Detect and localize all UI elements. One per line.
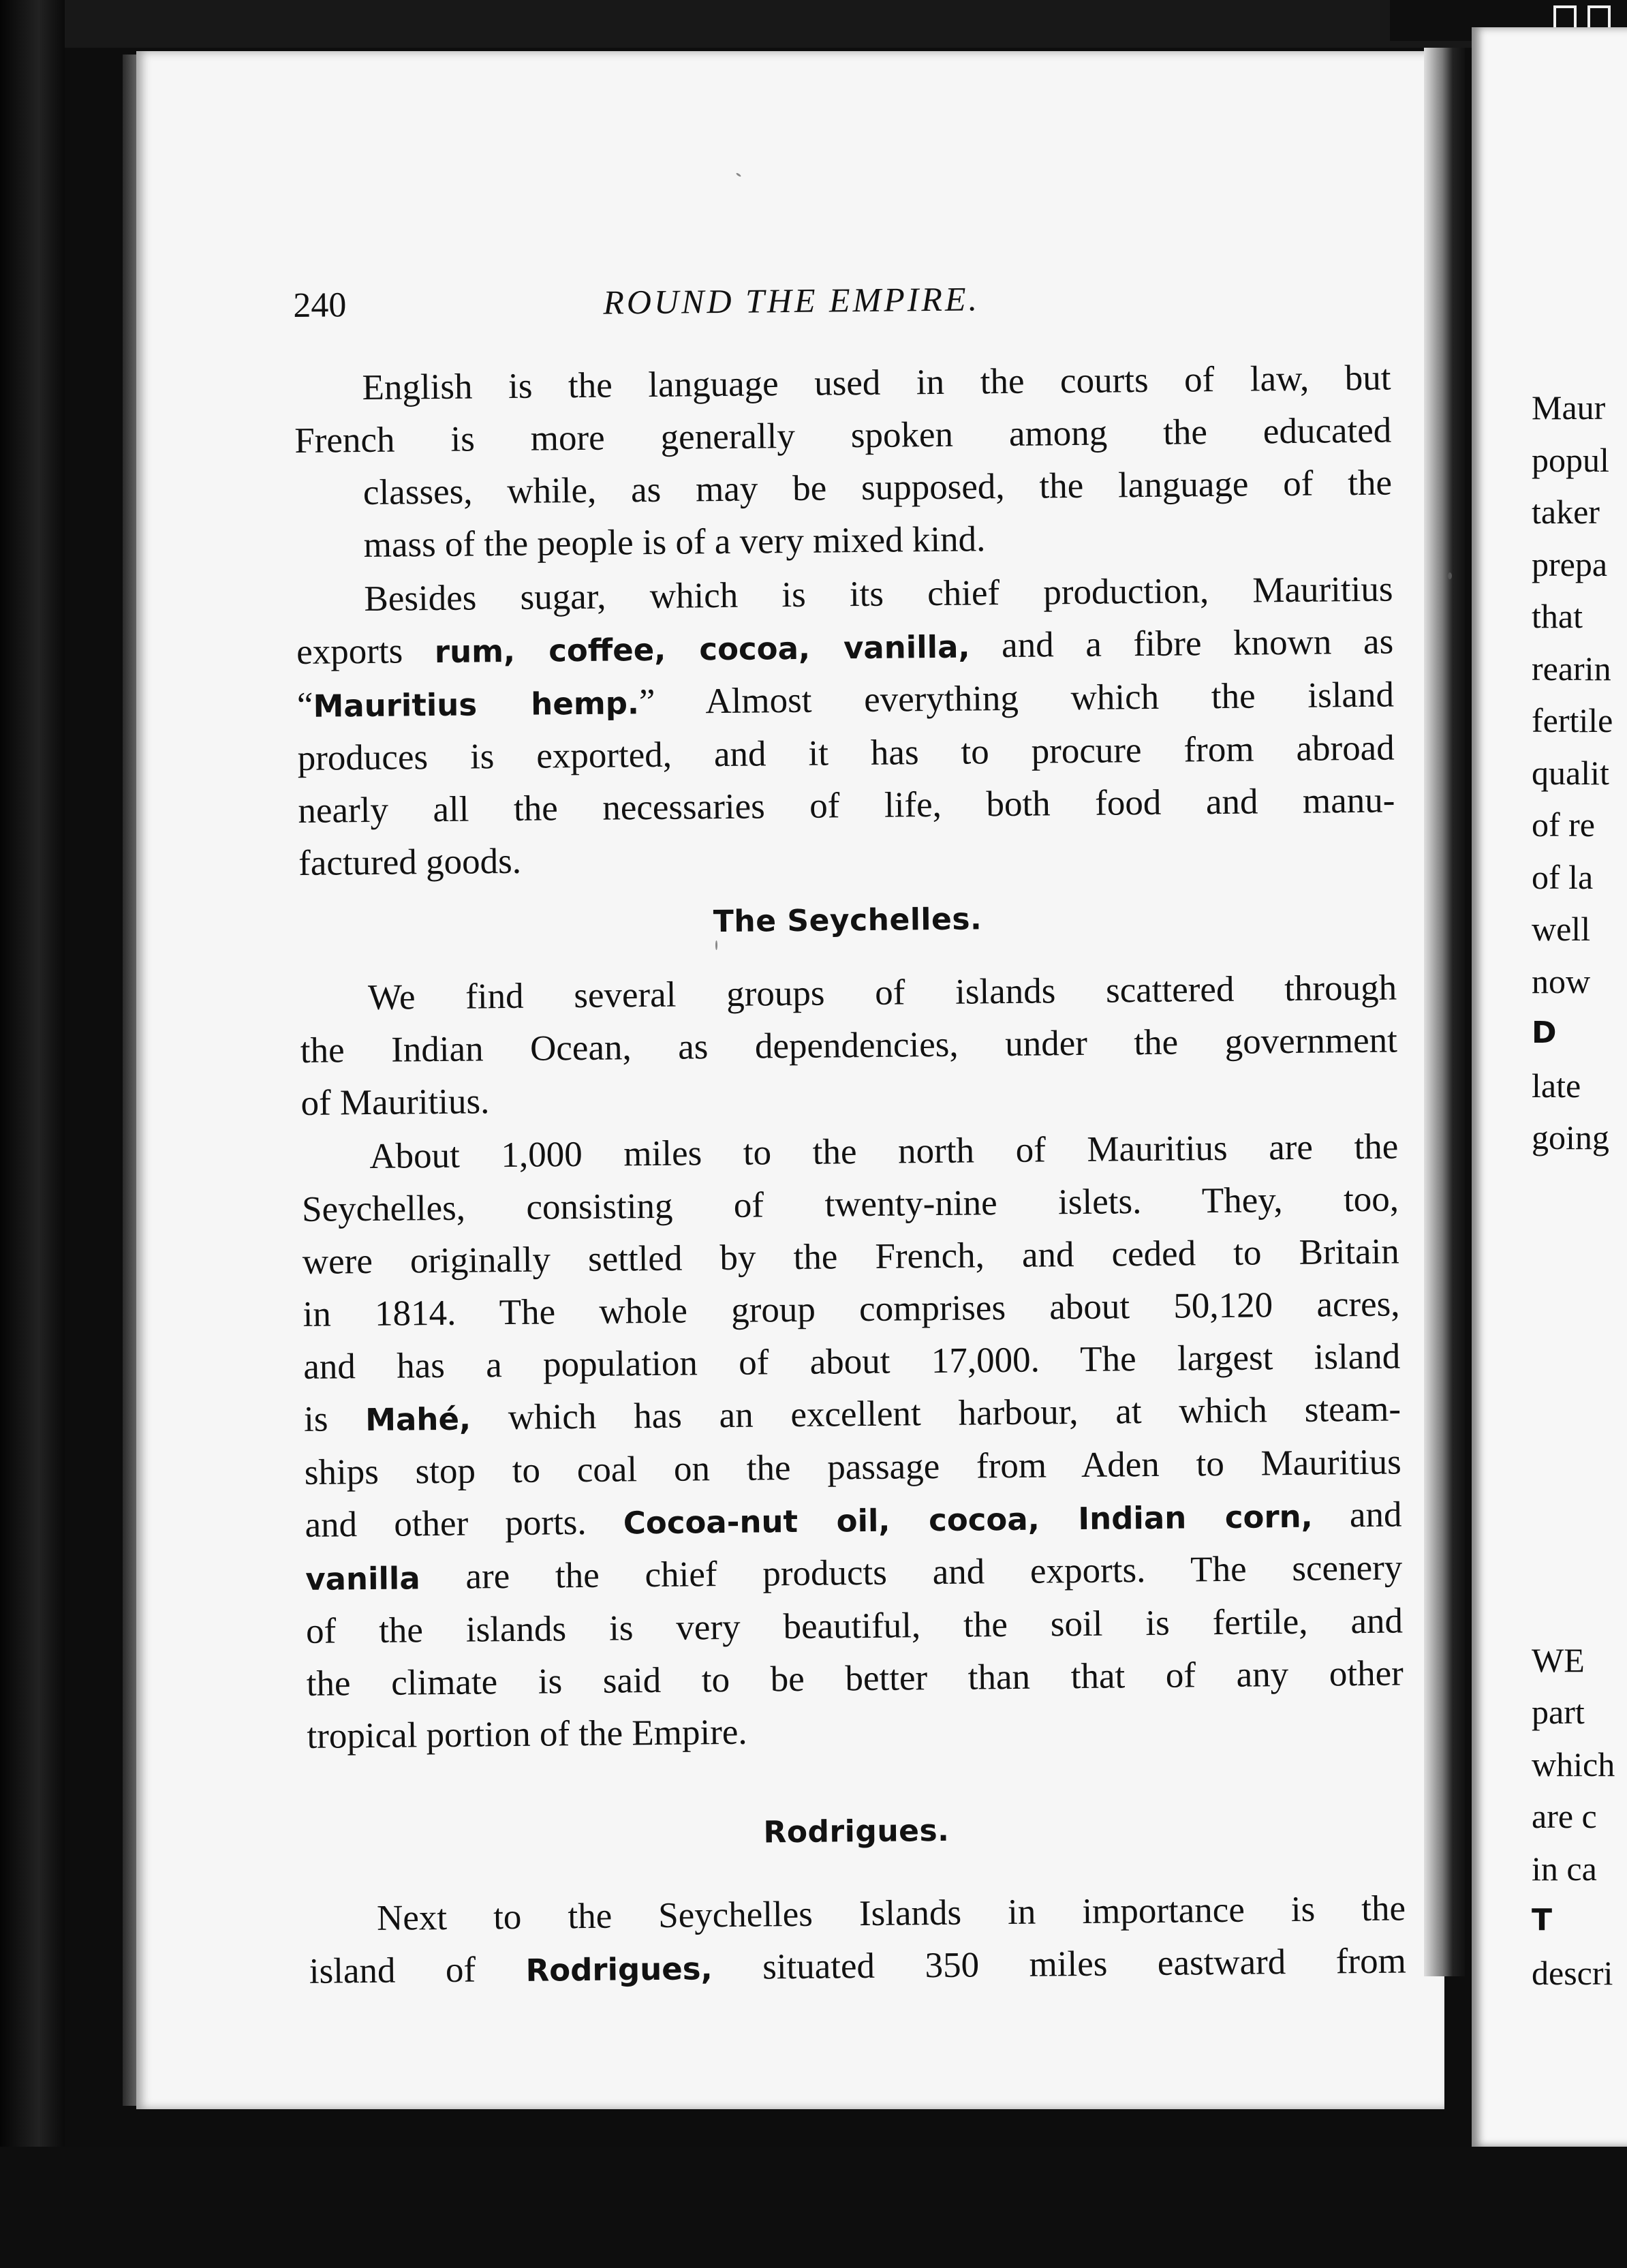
facing-line: now	[1532, 962, 1591, 1000]
text-line: Seychelles, consisting of twenty-nine islets. They, too,	[301, 1179, 1399, 1229]
text-run: situated 350 miles eastward from	[712, 1941, 1407, 1988]
text-run: which has an excellent harbour, at which steam-	[470, 1389, 1401, 1438]
running-head	[293, 269, 1391, 327]
heading-rodrigues: Rodrigues.	[763, 1813, 950, 1850]
bold-mahe: Mahé,	[365, 1400, 471, 1439]
text-run: “	[296, 685, 313, 725]
facing-line: qualit	[1532, 753, 1609, 792]
text-line: nearly all the necessaries of life, both food and manu-	[298, 780, 1395, 831]
paragraph-exports	[296, 564, 1395, 890]
text-line: were originally settled by the French, and ceded to Britain	[302, 1231, 1400, 1282]
bold-rodrigues: Rodrigues,	[525, 1950, 713, 1989]
facing-line: part	[1532, 1693, 1585, 1731]
facing-line: going	[1532, 1118, 1609, 1156]
text-line: produces is exported, and it has to procure from abroad	[297, 728, 1395, 778]
heading-seychelles: The Seychelles.	[713, 902, 982, 940]
facing-line: of la	[1532, 857, 1594, 896]
book-gutter	[1424, 48, 1465, 1976]
text-line: in 1814. The whole group comprises about 50,120 acres,	[303, 1284, 1400, 1334]
text-run: island of	[309, 1949, 526, 1991]
text-run: are the chief products and exports. The scenery	[420, 1548, 1403, 1597]
paragraph-dependencies	[300, 962, 1398, 1129]
paragraph-rodrigues	[309, 1882, 1406, 1998]
dust-speck	[1448, 572, 1452, 579]
text-line: classes, while, as may be supposed, the language of the	[362, 463, 1393, 513]
scan-left-edge	[0, 0, 65, 2268]
facing-line: which	[1532, 1745, 1615, 1783]
facing-line: Maur	[1532, 388, 1606, 427]
text-line	[309, 1935, 1406, 1998]
facing-line: popul	[1532, 440, 1609, 479]
text-run: exports	[296, 631, 435, 672]
running-title: ROUND THE EMPIRE.	[603, 279, 980, 322]
facing-line: in ca	[1532, 1849, 1597, 1888]
facing-line: rearin	[1532, 649, 1611, 688]
facing-line: taker	[1532, 493, 1600, 531]
facing-line: late	[1532, 1066, 1581, 1105]
facing-line: descri	[1532, 1953, 1613, 1992]
bold-products: Cocoa-nut oil, cocoa, Indian corn,	[623, 1498, 1313, 1542]
facing-line: of re	[1532, 806, 1595, 844]
text-run: We find several groups of islands scattered through	[367, 968, 1397, 1017]
text-line: factured goods.	[298, 841, 522, 883]
page-number: 240	[293, 286, 347, 325]
paragraph-seychelles	[301, 1120, 1404, 1762]
paragraph-language	[294, 352, 1393, 572]
facing-line: that	[1532, 597, 1583, 635]
text-line: ships stop to coal on the passage from Aden to Mauritius	[304, 1442, 1402, 1492]
facing-page-text	[1532, 382, 1627, 1999]
text-line: mass of the people is of a very mixed kind.	[363, 519, 986, 566]
bold-exports: rum, coffee, cocoa, vanilla,	[434, 628, 970, 671]
text-line: tropical portion of the Empire.	[307, 1712, 747, 1756]
bold-mauritius-hemp: Mauritius hemp.	[313, 685, 640, 724]
text-line: the climate is said to be better than that of any other	[306, 1653, 1404, 1704]
scan-top-edge	[0, 0, 1627, 48]
text-run: ” Almost everything which the island	[638, 675, 1395, 722]
page-body	[293, 269, 1406, 1999]
text-line: French is more generally spoken among the educated	[294, 410, 1392, 461]
facing-line: prepa	[1532, 545, 1608, 583]
text-line: of the islands is very beautiful, the soil is fertile, and	[305, 1601, 1404, 1651]
scan-bottom-edge	[0, 2147, 1627, 2268]
facing-gap	[1532, 1164, 1627, 1634]
text-run: and other ports.	[305, 1502, 624, 1545]
text-run: is	[303, 1399, 366, 1439]
text-run: and a fibre known as	[970, 622, 1394, 666]
text-run: Next to the Seychelles Islands in importance is the	[376, 1888, 1406, 1938]
text-run: Besides sugar, which is its chief production, Mauritius	[364, 569, 1393, 619]
text-line: English is the language used in the courts of law, but	[362, 358, 1391, 408]
facing-line: D	[1532, 1015, 1557, 1050]
bold-vanilla: vanilla	[305, 1560, 420, 1597]
facing-line: T	[1532, 1903, 1553, 1937]
text-line: of Mauritius.	[300, 1082, 490, 1123]
text-line: and has a population of about 17,000. The largest island	[303, 1336, 1401, 1387]
facing-line: WE	[1532, 1640, 1585, 1679]
facing-line: well	[1532, 910, 1591, 948]
text-run: About 1,000 miles to the north of Mauritius are the	[369, 1127, 1399, 1176]
facing-line: are c	[1532, 1797, 1597, 1835]
facing-line: fertile	[1532, 701, 1613, 739]
text-line: the Indian Ocean, as dependencies, under the government	[300, 1020, 1398, 1071]
text-run: and	[1312, 1495, 1402, 1535]
